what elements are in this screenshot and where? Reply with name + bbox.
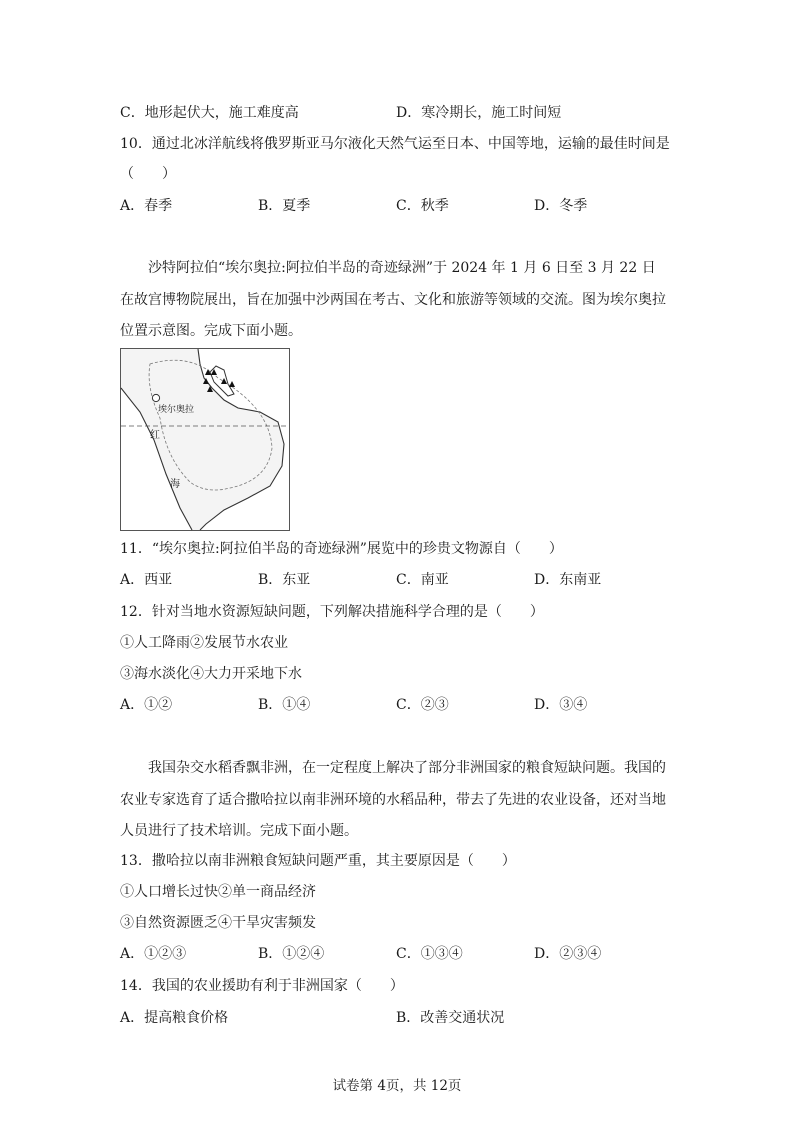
q9-option-d: D．寒冷期长，施工时间短 [396,105,562,121]
q10-option-a: A．春季 [120,198,173,214]
passage-hybrid-rice: 我国杂交水稻香飘非洲，在一定程度上解决了部分非洲国家的粮食短缺问题。我国的农业专家选育了适合撒哈拉以南非洲环境的水稻品种，带去了先进的农业设备，还对当地人员进行了技术培训。完成下面小题。 [120,760,666,839]
q13-option-c: C．①③④ [396,946,463,962]
q12-item-1: ①人工降雨②发展节水农业 [120,635,288,651]
map-label-sea: 海 [170,479,180,490]
q10-option-c: C．秋季 [396,198,449,214]
q10-blank: （ ） [120,166,176,182]
q14-option-b: B．改善交通状况 [396,1010,505,1026]
q11-option-b: B．东亚 [258,572,311,588]
q13-item-1: ①人口增长过快②单一商品经济 [120,884,316,900]
q9-option-c: C．地形起伏大，施工难度高 [120,105,299,121]
q12-option-d: D．③④ [534,697,588,713]
q13-option-d: D．②③④ [534,946,602,962]
map-label-red: 红 [150,430,160,441]
q12-option-c: C．②③ [396,697,449,713]
q13-option-a: A．①②③ [120,946,187,962]
q14-stem: 14．我国的农业援助有利于非洲国家（ ） [120,978,404,994]
map-label-alula: 埃尔奥拉 [158,405,195,415]
q12-item-2: ③海水淡化④大力开采地下水 [120,666,302,682]
q11-stem: 11．“埃尔奥拉:阿拉伯半岛的奇迹绿洲”展览中的珍贵文物源自（ ） [120,541,563,557]
alula-location-map [120,348,290,531]
page-footer: 试卷第 4页，共 12页 [332,1078,462,1094]
q10-option-b: B．夏季 [258,198,311,214]
q10-option-d: D．冬季 [534,198,588,214]
q13-stem: 13．撒哈拉以南非洲粮食短缺问题严重，其主要原因是（ ） [120,853,516,869]
q11-option-c: C．南亚 [396,572,449,588]
q12-option-a: A．①② [120,697,173,713]
q13-item-2: ③自然资源匮乏④干旱灾害频发 [120,915,316,931]
q12-stem: 12．针对当地水资源短缺问题，下列解决措施科学合理的是（ ） [120,604,544,620]
q11-option-d: D．东南亚 [534,572,602,588]
q14-option-a: A．提高粮食价格 [120,1010,229,1026]
q13-option-b: B．①②④ [258,946,325,962]
q10-stem: 10．通过北冰洋航线将俄罗斯亚马尔液化天然气运至日本、中国等地，运输的最佳时间是 [120,136,670,152]
passage-alula: 沙特阿拉伯“埃尔奥拉:阿拉伯半岛的奇迹绿洲”于 2024 年 1 月 6 日至 3 月 22 日在故宫博物院展出，旨在加强中沙两国在考古、文化和旅游等领域的交流。图为埃尔奥拉位置示意图。完成下面小题。 [120,260,666,339]
q12-option-b: B．①④ [258,697,311,713]
q11-option-a: A．西亚 [120,572,173,588]
